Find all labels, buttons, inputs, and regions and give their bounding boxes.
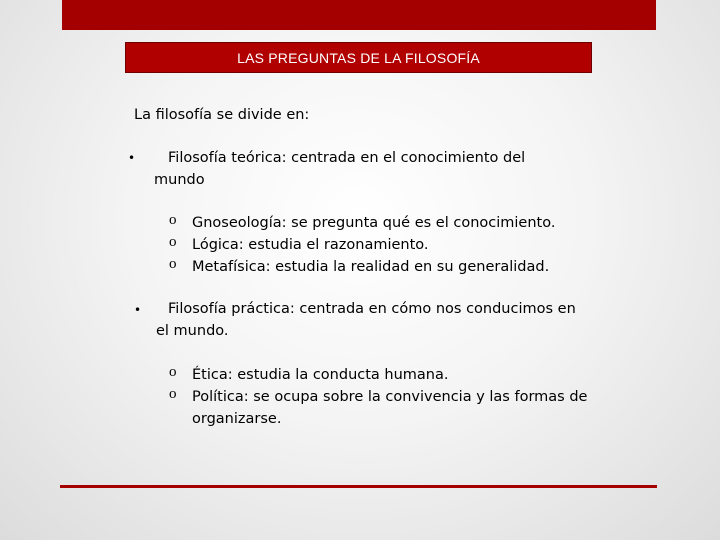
list-item xyxy=(192,386,587,408)
item-text: : estudia la realidad en su generalidad. xyxy=(265,259,550,275)
list-item xyxy=(192,212,555,234)
section-text: centrada en cómo nos conducimos en xyxy=(294,301,576,317)
section-theoretical-line1 xyxy=(168,147,525,169)
sub-bullet-marker: o xyxy=(169,256,177,272)
sub-bullet-marker: o xyxy=(169,364,177,380)
list-item xyxy=(192,256,549,278)
item-term: Gnoseología xyxy=(192,215,282,231)
bullet-marker: • xyxy=(134,303,142,317)
list-item-continuation: organizarse. xyxy=(192,411,282,427)
intro-text: La filosofía se divide en: xyxy=(134,107,310,123)
item-term: Lógica xyxy=(192,237,239,253)
section-heading: Filosofía teórica: xyxy=(168,150,287,166)
page-title: LAS PREGUNTAS DE LA FILOSOFÍA xyxy=(237,49,480,66)
bullet-marker: • xyxy=(128,151,136,165)
item-text: : se pregunta qué es el conocimiento. xyxy=(281,215,556,231)
section-practical-line2: el mundo. xyxy=(156,323,229,339)
item-text: se ocupa sobre la convivencia y las formas de xyxy=(248,389,588,405)
item-text: estudia la conducta humana. xyxy=(232,367,449,383)
item-text: : estudia el razonamiento. xyxy=(238,237,429,253)
list-item xyxy=(192,364,449,386)
section-practical-line1 xyxy=(168,298,576,320)
list-item xyxy=(192,234,429,256)
section-theoretical-line2: mundo xyxy=(154,172,205,188)
item-term: Política: xyxy=(192,389,249,405)
item-term: Ética: xyxy=(192,367,233,383)
section-text: centrada en el conocimiento del xyxy=(286,150,526,166)
sub-bullet-marker: o xyxy=(169,386,177,402)
section-heading: Filosofía práctica: xyxy=(168,301,295,317)
sub-bullet-marker: o xyxy=(169,234,177,250)
sub-bullet-marker: o xyxy=(169,212,177,228)
bottom-divider xyxy=(60,485,657,488)
item-term: Metafísica xyxy=(192,259,266,275)
